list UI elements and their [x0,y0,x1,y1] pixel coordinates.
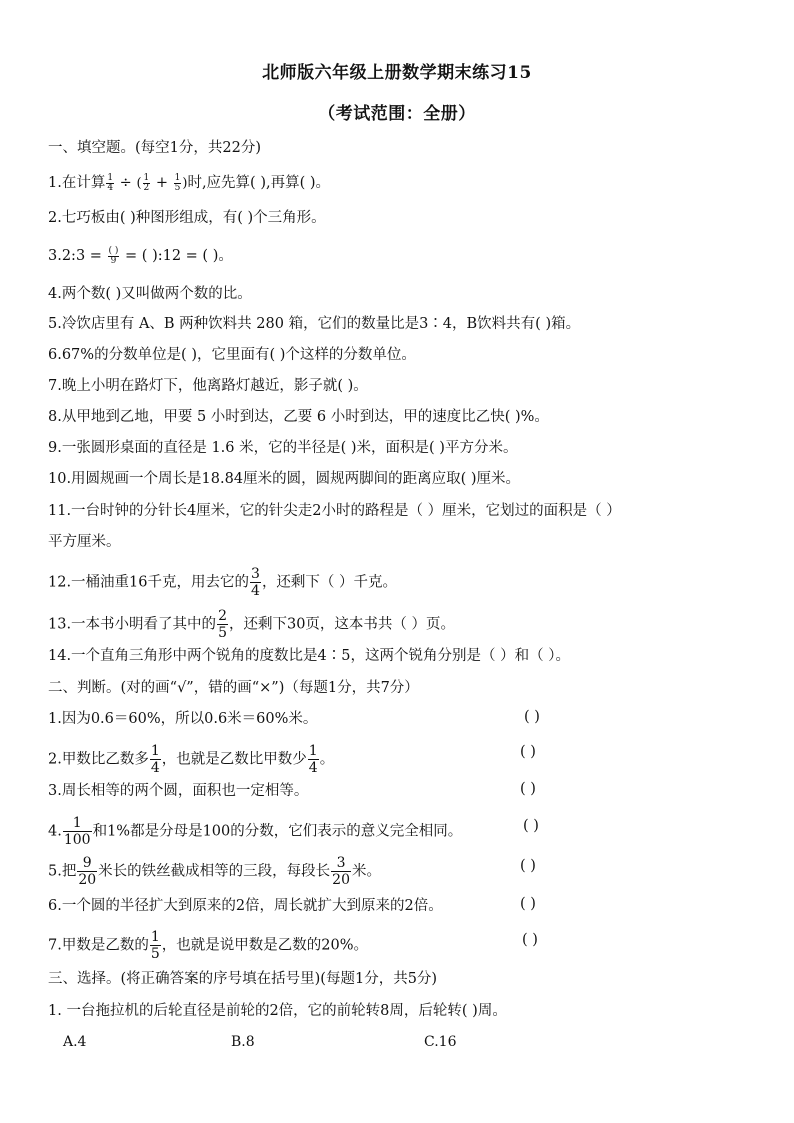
section1-heading: 一、填空题。(每空1分，共22分) [48,140,261,156]
fraction-numerator: ( ) [108,245,119,256]
fraction-2-5 [217,608,228,641]
plus-sign: + [151,175,173,191]
judge-q2 [48,743,334,776]
fill-q13 [48,608,455,641]
fraction-denominator: 5 [218,625,227,641]
fraction-3-20 [331,855,351,888]
fill-q11-line1: 11.一台时钟的分针长4厘米，它的针尖走2小时的路程是（ ）厘米，它划过的面积是（ ） [48,503,621,519]
fraction-numerator: 1 [107,172,114,183]
fraction-numerator: 2 [218,608,227,624]
choice-q1: 1. 一台拖拉机的后轮直径是前轮的2倍，它的前轮转8周，后轮转( )周。 [48,1003,507,1019]
fill-q12-text-b: ，还剩下（ ）千克。 [261,574,398,591]
fraction-3-4 [250,566,261,599]
fraction-numerator: 1 [143,172,150,183]
judge-q5-text-c: 米。 [352,863,381,880]
fraction-denominator: 2 [143,182,150,193]
right-paren: ) [182,176,188,191]
choice-option-b[interactable]: B.8 [231,1034,255,1050]
judge-q4-text-b: 和1%都是分母是100的分数，它们表示的意义完全相同。 [92,823,463,840]
judge-q2-text-a: 2.甲数比乙数多 [48,751,149,768]
fill-q3 [48,246,233,266]
fraction-numerator: 1 [63,815,92,832]
judge-q3: 3.周长相等的两个圆，面积也一定相等。 [48,783,309,799]
fill-q1-text-a: 1.在计算 [48,175,106,191]
fraction-1-2 [143,174,151,193]
choice-option-c[interactable]: C.16 [424,1034,457,1050]
judge-q3-answer-paren[interactable]: ( ) [520,781,536,797]
fraction-1-5 [174,174,182,193]
choice-option-a[interactable]: A.4 [63,1034,87,1050]
fraction-denominator: 9 [110,255,117,266]
judge-q4-text-a: 4. [48,823,62,840]
fill-q3-text-b: = ( ):12 = ( )。 [120,248,233,264]
judge-q5 [48,855,381,888]
fill-q8: 8.从甲地到乙地，甲要 5 小时到达，乙要 6 小时到达，甲的速度比乙快( )%。 [48,409,549,425]
judge-q5-answer-paren[interactable]: ( ) [520,858,536,874]
fill-q11-line2: 平方厘米。 [48,534,121,550]
judge-q6: 6.一个圆的半径扩大到原来的2倍，周长就扩大到原来的2倍。 [48,898,443,914]
fill-q2: 2.七巧板由( )种图形组成，有( )个三角形。 [48,210,326,226]
judge-q2-text-b: ，也就是乙数比甲数少 [161,751,307,768]
divide-sign: ÷ [115,175,137,191]
fraction-denominator: 20 [78,872,97,888]
fill-q1-text-b: 时,应先算( ),再算( )。 [187,175,331,191]
fraction-1-4 [150,743,161,776]
judge-q2-answer-paren[interactable]: ( ) [520,744,536,760]
fraction-numerator: 3 [251,566,260,582]
fraction-denominator: 5 [174,182,181,193]
fill-q7: 7.晚上小明在路灯下，他离路灯越近，影子就( )。 [48,378,368,394]
worksheet-title: 北师版六年级上册数学期末练习15 [262,63,532,83]
fraction-1-100 [63,815,92,848]
fraction-denominator: 4 [251,583,260,599]
fraction-numerator: 1 [150,929,160,945]
fraction-denominator: 4 [308,760,318,776]
fraction-numerator: 1 [174,172,181,183]
fraction-9-20 [77,855,97,888]
fill-q13-text-b: ，还剩下30页，这本书共（ ）页。 [228,616,456,633]
judge-q7-text-a: 7.甲数是乙数的 [48,937,149,954]
fill-q12 [48,566,397,599]
fraction-blank-9 [108,247,120,266]
judge-q6-answer-paren[interactable]: ( ) [520,896,536,912]
judge-q5-text-a: 5.把 [48,863,77,880]
judge-q1: 1.因为0.6＝60%，所以0.6米＝60%米。 [48,711,318,727]
section3-heading: 三、选择。(将正确答案的序号填在括号里)(每题1分，共5分) [48,971,438,987]
fraction-denominator: 4 [150,760,160,776]
left-paren: ( [136,176,142,191]
fill-q1 [48,173,330,194]
fill-q5: 5.冷饮店里有 A、B 两种饮料共 280 箱，它们的数量比是3∶4，B饮料共有( )箱。 [48,316,581,332]
fill-q10: 10.用圆规画一个周长是18.84厘米的圆，圆规两脚间的距离应取( )厘米。 [48,471,520,487]
fill-q12-text-a: 12.一桶油重16千克，用去它的 [48,574,250,591]
fraction-numerator: 1 [308,743,318,759]
fraction-denominator: 5 [150,946,160,962]
judge-q7-answer-paren[interactable]: ( ) [522,932,538,948]
judge-q4 [48,815,462,848]
fraction-1-4 [308,743,319,776]
fill-q9: 9.一张圆形桌面的直径是 1.6 米，它的半径是( )米，面积是( )平方分米。 [48,440,518,456]
judge-q7 [48,929,368,962]
judge-q7-text-b: ，也就是说甲数是乙数的20%。 [161,937,368,954]
section2-heading: 二、判断。(对的画“√”，错的画“×”)（每题1分，共7分） [48,680,419,696]
judge-q1-answer-paren[interactable]: ( ) [524,709,540,725]
fraction-1-5 [150,929,161,962]
fraction-1-4 [106,174,114,193]
fraction-denominator: 4 [107,182,114,193]
fill-q6: 6.67%的分数单位是( )，它里面有( )个这样的分数单位。 [48,347,416,363]
judge-q2-text-c: 。 [319,751,335,768]
fraction-denominator: 100 [63,832,91,848]
fraction-numerator: 9 [77,855,97,872]
worksheet-subtitle: （考试范围：全册） [318,104,476,124]
judge-q5-text-b: 米长的铁丝截成相等的三段，每段长 [98,863,331,880]
fraction-numerator: 1 [150,743,160,759]
fill-q3-text-a: 3.2:3 = [48,248,107,264]
fill-q14: 14.一个直角三角形中两个锐角的度数比是4∶5，这两个锐角分别是（ ）和（ ）。 [48,648,570,664]
fraction-denominator: 20 [332,872,350,888]
judge-q4-answer-paren[interactable]: ( ) [523,818,539,834]
fraction-numerator: 3 [331,855,351,872]
fill-q13-text-a: 13.一本书小明看了其中的 [48,616,217,633]
fill-q4: 4.两个数( )又叫做两个数的比。 [48,286,252,302]
